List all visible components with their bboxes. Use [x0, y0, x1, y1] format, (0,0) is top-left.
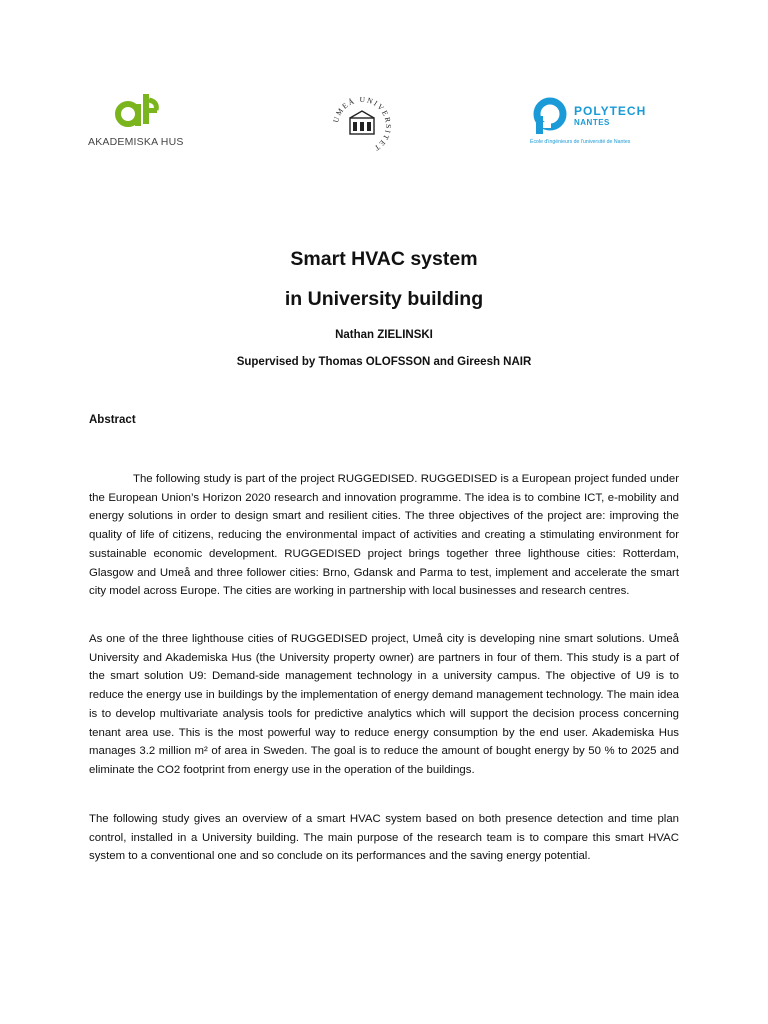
akademiska-hus-wordmark: AKADEMISKA HUS: [88, 136, 184, 148]
abstract-paragraph-1: The following study is part of the project RUGGEDISED. RUGGEDISED is a European project funded under the European Union’s Horizon 2020 research and innovation programme. The idea is to combine ICT, e-mobility and energy solutions in order to design smart and resilient cities. The three objectives of the project are: improving the quality of life of citizens, reducing the environmental impact of activities and creating a stimulating environment for sustainable economic development. RUGGEDISED project brings together three lighthouse cities: Rotterdam, Glasgow and Umeå and three follower cities: Brno, Gdansk and Parma to test, implement and accelerate the smart city model across Europe. The cities are working in partnership with local businesses and research centres.: [89, 473, 679, 598]
polytech-tagline: École d'ingénieurs de l'université de Nantes: [530, 139, 631, 145]
umea-university-seal: [330, 94, 394, 158]
abstract-paragraph-3: The following study gives an overview of a smart HVAC system based on both presence detection and time plan control, installed in a University building. The main purpose of the research team is to compare this smart HVAC system to a conventional one and so conclude on its performances and the saving energy potential.: [89, 813, 679, 863]
polytech-nantes-logo: [530, 96, 670, 152]
abstract-paragraph-2: As one of the three lighthouse cities of RUGGEDISED project, Umeå city is developing nine smart solutions. Umeå University and Akademiska Hus (the University property owner) are partners in four of them. This study is a part of the smart solution U9: Demand-side management technology in a university campus. The objective of U9 is to reduce the energy use in buildings by the implementation of energy demand management technology. The main idea is to develop multivariate analysis tools for predictive analytics which will support the decision process concerning tenant area use. This is the most powerful way to reduce energy consumption by the end user. Akademiska Hus manages 3.2 million m² of area in Sweden. The goal is to reduce the amount of bought energy by 50 % to 2025 and eliminate the CO2 footprint from energy use in the operation of the buildings.: [89, 633, 679, 776]
polytech-name: POLYTECH: [574, 104, 647, 118]
abstract-heading: Abstract: [89, 414, 136, 426]
polytech-mark-icon: [530, 96, 570, 136]
akademiska-hus-mark-icon: [114, 92, 160, 132]
title-line-1: Smart HVAC system: [290, 248, 478, 270]
title-line-2: in University building: [284, 288, 484, 310]
akademiska-hus-logo: [88, 92, 198, 154]
umea-seal-icon: [330, 94, 394, 158]
polytech-sub: NANTES: [574, 118, 610, 127]
umea-seal-ring-text: UMEÅ UNIVERSITET: [331, 94, 394, 154]
supervisors-line: Supervised by Thomas OLOFSSON and Gireesh NAIR: [236, 356, 532, 368]
author-name: Nathan ZIELINSKI: [335, 329, 433, 341]
